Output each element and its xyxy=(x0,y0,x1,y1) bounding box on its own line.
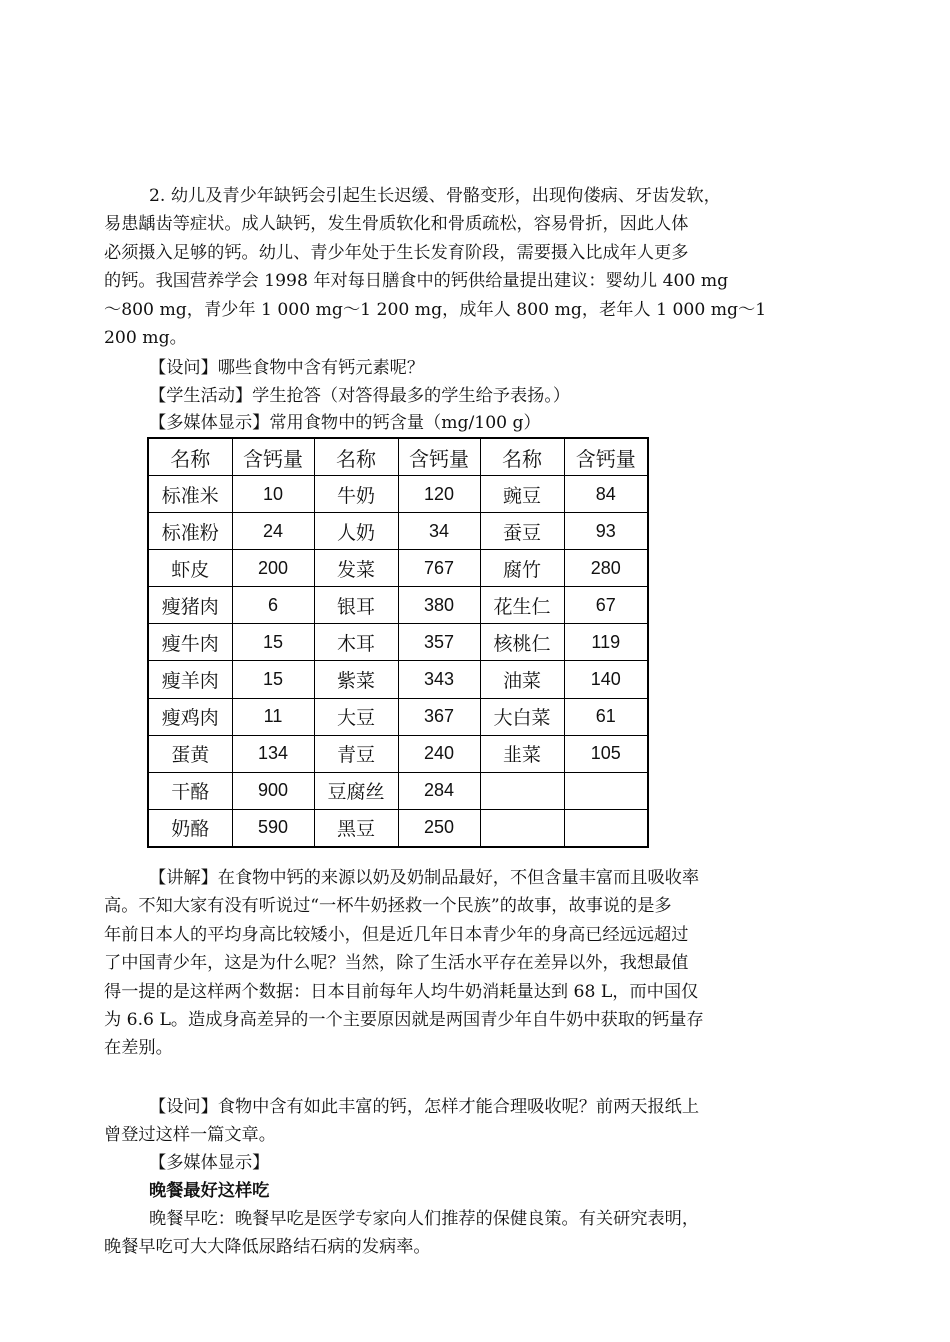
table-row xyxy=(148,550,648,587)
table-row xyxy=(148,513,648,550)
text-line: 200 mg。 xyxy=(104,328,187,349)
calcium-value-cell xyxy=(564,809,648,847)
food-name-cell: 腐竹 xyxy=(480,550,564,587)
calcium-value-cell: 280 xyxy=(564,550,648,587)
calcium-value-cell: 11 xyxy=(232,698,314,735)
food-name-cell: 豆腐丝 xyxy=(314,772,398,809)
calcium-value-cell: 380 xyxy=(398,587,480,624)
food-name-cell: 木耳 xyxy=(314,624,398,661)
food-name-cell: 青豆 xyxy=(314,735,398,772)
food-name-cell: 瘦羊肉 xyxy=(148,661,232,698)
calcium-value-cell: 6 xyxy=(232,587,314,624)
food-name-cell: 奶酪 xyxy=(148,809,232,847)
column-header: 名称 xyxy=(148,438,232,476)
food-name-cell: 花生仁 xyxy=(480,587,564,624)
calcium-value-cell: 84 xyxy=(564,476,648,513)
text-line: 必须摄入足够的钙。幼儿、青少年处于生长发育阶段，需要摄入比成年人更多 xyxy=(104,242,689,263)
calcium-value-cell: 67 xyxy=(564,587,648,624)
table-row xyxy=(148,624,648,661)
text-line: 年前日本人的平均身高比较矮小，但是近几年日本青少年的身高已经远远超过 xyxy=(104,924,689,945)
paragraph-question-2 xyxy=(104,1093,772,1150)
column-header: 名称 xyxy=(480,438,564,476)
table-header-row xyxy=(148,438,648,476)
text-line: 高。不知大家有没有听说过“一杯牛奶拯救一个民族”的故事，故事说的是多 xyxy=(104,896,672,917)
calcium-value-cell: 93 xyxy=(564,513,648,550)
calcium-value-cell: 357 xyxy=(398,624,480,661)
food-name-cell: 银耳 xyxy=(314,587,398,624)
question-1: 【设问】哪些食物中含有钙元素呢？ xyxy=(149,358,425,378)
calcium-value-cell: 284 xyxy=(398,772,480,809)
food-name-cell: 瘦猪肉 xyxy=(148,587,232,624)
food-name-cell: 豌豆 xyxy=(480,476,564,513)
calcium-value-cell: 590 xyxy=(232,809,314,847)
calcium-value-cell: 120 xyxy=(398,476,480,513)
article-title: 晚餐最好这样吃 xyxy=(149,1181,270,1201)
food-name-cell xyxy=(480,772,564,809)
student-activity: 【学生活动】学生抢答（对答得最多的学生给予表扬。） xyxy=(149,386,571,406)
food-name-cell: 黑豆 xyxy=(314,809,398,847)
table-row xyxy=(148,809,648,847)
calcium-value-cell: 105 xyxy=(564,735,648,772)
food-name-cell: 紫菜 xyxy=(314,661,398,698)
food-name-cell: 虾皮 xyxy=(148,550,232,587)
column-header: 含钙量 xyxy=(398,438,480,476)
food-name-cell: 蚕豆 xyxy=(480,513,564,550)
food-name-cell: 人奶 xyxy=(314,513,398,550)
table-row xyxy=(148,772,648,809)
food-name-cell: 发菜 xyxy=(314,550,398,587)
calcium-content-table xyxy=(147,437,649,848)
food-name-cell: 大白菜 xyxy=(480,698,564,735)
calcium-value-cell: 61 xyxy=(564,698,648,735)
text-line: 曾登过这样一篇文章。 xyxy=(104,1125,276,1146)
table-row xyxy=(148,698,648,735)
column-header: 含钙量 xyxy=(232,438,314,476)
text-line: 晚餐早吃：晚餐早吃是医学专家向人们推荐的保健良策。有关研究表明， xyxy=(149,1209,700,1229)
text-line: 【设问】食物中含有如此丰富的钙，怎样才能合理吸收呢？前两天报纸上 xyxy=(149,1097,700,1117)
calcium-value-cell: 767 xyxy=(398,550,480,587)
text-line: 了中国青少年，这是为什么呢？当然，除了生活水平存在差异以外，我想最值 xyxy=(104,953,689,974)
food-name-cell: 大豆 xyxy=(314,698,398,735)
column-header: 含钙量 xyxy=(564,438,648,476)
food-name-cell: 标准粉 xyxy=(148,513,232,550)
calcium-value-cell: 140 xyxy=(564,661,648,698)
table-row xyxy=(148,587,648,624)
table-row xyxy=(148,661,648,698)
table-row xyxy=(148,735,648,772)
calcium-value-cell: 119 xyxy=(564,624,648,661)
food-name-cell: 瘦牛肉 xyxy=(148,624,232,661)
text-line: 得一提的是这样两个数据：日本目前每年人均牛奶消耗量达到 68 L，而中国仅 xyxy=(104,981,699,1002)
text-line: 晚餐早吃可大大降低尿路结石病的发病率。 xyxy=(104,1237,431,1258)
text-line: 的钙。我国营养学会 1998 年对每日膳食中的钙供给量提出建议：婴幼儿 400 mg xyxy=(104,271,729,292)
calcium-value-cell: 367 xyxy=(398,698,480,735)
food-name-cell: 韭菜 xyxy=(480,735,564,772)
column-header: 名称 xyxy=(314,438,398,476)
food-name-cell: 核桃仁 xyxy=(480,624,564,661)
text-line: 易患龋齿等症状。成人缺钙，发生骨质软化和骨质疏松，容易骨折，因此人体 xyxy=(104,214,689,235)
text-line: 在差别。 xyxy=(104,1038,173,1059)
text-line: 2. 幼儿及青少年缺钙会引起生长迟缓、骨骼变形，出现佝偻病、牙齿发软， xyxy=(149,186,721,206)
paragraph-explanation xyxy=(104,864,772,1063)
food-name-cell: 蛋黄 xyxy=(148,735,232,772)
calcium-value-cell xyxy=(564,772,648,809)
calcium-value-cell: 24 xyxy=(232,513,314,550)
food-name-cell: 标准米 xyxy=(148,476,232,513)
calcium-value-cell: 15 xyxy=(232,624,314,661)
food-name-cell: 油菜 xyxy=(480,661,564,698)
food-name-cell: 干酪 xyxy=(148,772,232,809)
table-row xyxy=(148,476,648,513)
calcium-value-cell: 34 xyxy=(398,513,480,550)
text-line: 【讲解】在食物中钙的来源以奶及奶制品最好，不但含量丰富而且吸收率 xyxy=(149,868,700,888)
paragraph-calcium-deficiency xyxy=(104,182,772,352)
calcium-value-cell: 15 xyxy=(232,661,314,698)
paragraph-article xyxy=(104,1205,772,1262)
calcium-value-cell: 200 xyxy=(232,550,314,587)
calcium-value-cell: 10 xyxy=(232,476,314,513)
calcium-value-cell: 134 xyxy=(232,735,314,772)
text-line: 为 6.6 L。造成身高差异的一个主要原因就是两国青少年自牛奶中获取的钙量存 xyxy=(104,1010,704,1031)
calcium-value-cell: 343 xyxy=(398,661,480,698)
media-display-2: 【多媒体显示】 xyxy=(149,1153,270,1173)
calcium-value-cell: 250 xyxy=(398,809,480,847)
calcium-value-cell: 900 xyxy=(232,772,314,809)
media-display-caption: 【多媒体显示】常用食物中的钙含量（mg/100 g） xyxy=(149,413,541,433)
food-name-cell xyxy=(480,809,564,847)
food-name-cell: 牛奶 xyxy=(314,476,398,513)
food-name-cell: 瘦鸡肉 xyxy=(148,698,232,735)
calcium-value-cell: 240 xyxy=(398,735,480,772)
text-line: ～800 mg，青少年 1 000 mg～1 200 mg，成年人 800 mg，老年人 1 000 mg～1 xyxy=(104,299,767,320)
